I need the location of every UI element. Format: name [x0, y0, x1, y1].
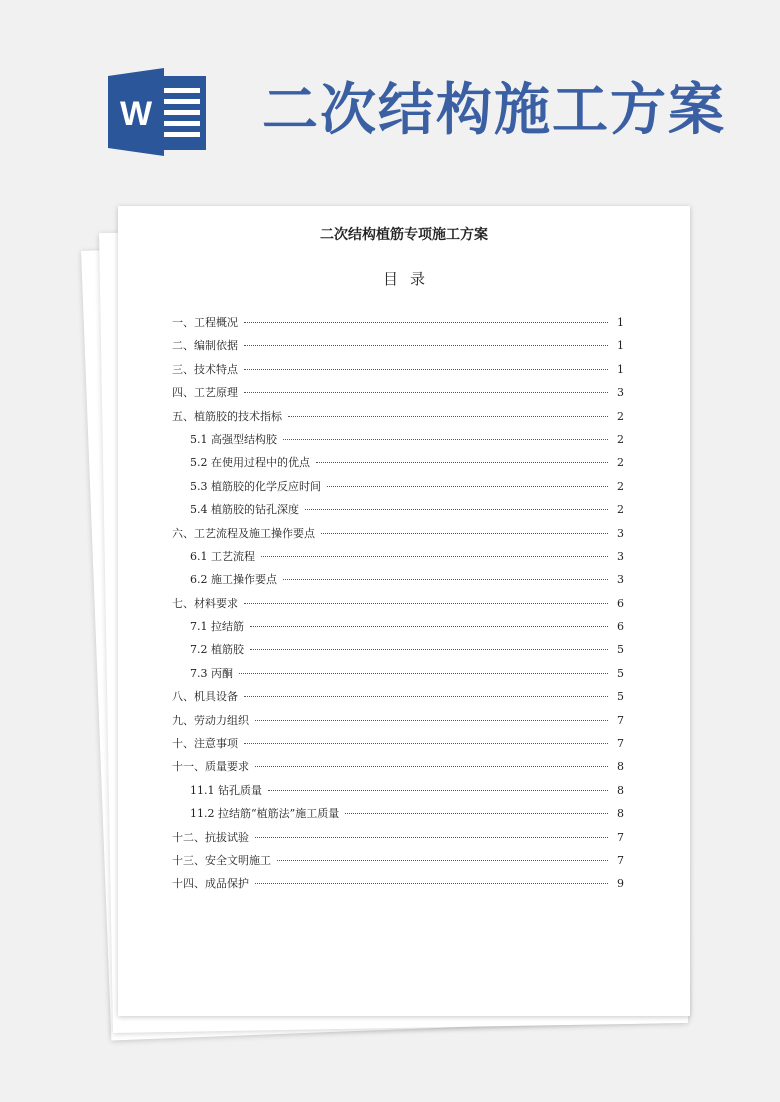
- toc-entry-label: 四、工艺原理: [172, 386, 238, 400]
- toc-entry-label: 5.2 在使用过程中的优点: [190, 456, 310, 470]
- toc-entry: [172, 548, 624, 571]
- toc-entry-page-number: 2: [617, 456, 624, 470]
- toc-entry: [172, 408, 624, 431]
- toc-entry-page-number: 8: [617, 760, 624, 774]
- toc-entry-label: 七、材料要求: [172, 596, 238, 610]
- toc-entry: [172, 805, 624, 828]
- toc-dot-leader: [268, 790, 608, 791]
- toc-entry-label: 二、编制依据: [172, 339, 238, 353]
- toc-entry: [172, 829, 624, 852]
- toc-entry-page-number: 5: [617, 690, 624, 704]
- toc-entry-page-number: 7: [617, 830, 624, 844]
- toc-entry-page-number: 1: [617, 362, 624, 376]
- toc-entry-label: 7.3 丙酮: [190, 666, 233, 680]
- toc-entry: [172, 712, 624, 735]
- toc-dot-leader: [244, 345, 608, 346]
- toc-entry-page-number: 6: [617, 620, 624, 634]
- toc-entry-page-number: 2: [617, 503, 624, 517]
- toc-dot-leader: [250, 649, 608, 650]
- toc-entry: [172, 501, 624, 524]
- toc-dot-leader: [244, 743, 608, 744]
- toc-entry-page-number: 6: [617, 596, 624, 610]
- toc-entry-page-number: 3: [617, 526, 624, 540]
- toc-entry: [172, 525, 624, 548]
- toc-entry-label: 十三、安全文明施工: [172, 853, 271, 867]
- toc-entry: [172, 314, 624, 337]
- toc-dot-leader: [255, 766, 608, 767]
- toc-entry-label: 三、技术特点: [172, 362, 238, 376]
- toc-dot-leader: [255, 883, 608, 884]
- toc-entry-page-number: 3: [617, 573, 624, 587]
- toc-entry-label: 八、机具设备: [172, 690, 238, 704]
- toc-entry: [172, 337, 624, 360]
- toc-entry: [172, 618, 624, 641]
- toc-entry-label: 6.2 施工操作要点: [190, 573, 277, 587]
- toc-dot-leader: [255, 720, 608, 721]
- toc-entry-page-number: 2: [617, 479, 624, 493]
- toc-entry: [172, 454, 624, 477]
- toc-dot-leader: [283, 439, 608, 440]
- toc-dot-leader: [261, 556, 608, 557]
- toc-entry-label: 5.1 高强型结构胶: [190, 432, 277, 446]
- toc-entry-label: 6.1 工艺流程: [190, 549, 255, 563]
- toc-dot-leader: [244, 322, 608, 323]
- toc-dot-leader: [250, 626, 608, 627]
- toc-entry: [172, 665, 624, 688]
- toc-entry-label: 11.1 钻孔质量: [190, 783, 262, 797]
- toc-entry: [172, 688, 624, 711]
- toc-entry: [172, 735, 624, 758]
- toc-entry-label: 五、植筋胶的技术指标: [172, 409, 282, 423]
- toc-entry-page-number: 9: [617, 877, 624, 891]
- toc-dot-leader: [288, 416, 608, 417]
- toc-entry: [172, 875, 624, 898]
- toc-entry-page-number: 5: [617, 666, 624, 680]
- toc-entry: [172, 641, 624, 664]
- toc-entry-label: 7.2 植筋胶: [190, 643, 244, 657]
- toc-dot-leader: [345, 813, 608, 814]
- toc-entry-page-number: 7: [617, 713, 624, 727]
- toc-entry-label: 十四、成品保护: [172, 877, 249, 891]
- toc-entry-page-number: 8: [617, 807, 624, 821]
- toc-dot-leader: [244, 696, 608, 697]
- toc-entry-page-number: 1: [617, 316, 624, 329]
- toc-entry: [172, 852, 624, 875]
- toc-entry: [172, 782, 624, 805]
- document-page: [118, 206, 690, 1016]
- toc-entry-page-number: 2: [617, 432, 624, 446]
- toc-entry: [172, 758, 624, 781]
- toc-dot-leader: [244, 369, 608, 370]
- toc-entry: [172, 361, 624, 384]
- toc-entry-label: 5.3 植筋胶的化学反应时间: [190, 479, 321, 493]
- document-title: 二次结构植筋专项施工方案: [320, 227, 488, 243]
- toc-entry-label: 7.1 拉结筋: [190, 620, 244, 634]
- toc-entry-label: 九、劳动力组织: [172, 713, 249, 727]
- toc-dot-leader: [255, 837, 608, 838]
- toc-dot-leader: [321, 533, 608, 534]
- toc-dot-leader: [283, 579, 608, 580]
- toc-entry-label: 十、注意事项: [172, 737, 238, 751]
- toc-dot-leader: [305, 509, 608, 510]
- toc-entry: [172, 595, 624, 618]
- toc-entry-page-number: 8: [617, 783, 624, 797]
- toc-dot-leader: [316, 462, 608, 463]
- toc-entry: [172, 384, 624, 407]
- toc-entry-label: 十一、质量要求: [172, 760, 249, 774]
- word-icon-letter: W: [119, 95, 153, 133]
- banner: [0, 0, 780, 200]
- toc-entry-page-number: 2: [617, 409, 624, 423]
- toc-entry-label: 11.2 拉结筋“植筋法”施工质量: [190, 807, 340, 821]
- toc-dot-leader: [327, 486, 608, 487]
- table-of-contents: [172, 314, 624, 899]
- toc-entry-page-number: 3: [617, 386, 624, 400]
- toc-entry: [172, 431, 624, 454]
- toc-entry-label: 一、工程概况: [172, 316, 238, 329]
- toc-dot-leader: [239, 673, 608, 674]
- banner-title: 二次结构施工方案: [262, 77, 726, 143]
- toc-entry: [172, 478, 624, 501]
- toc-heading: 目录: [382, 270, 437, 288]
- toc-entry: [172, 571, 624, 594]
- toc-entry-label: 六、工艺流程及施工操作要点: [172, 526, 315, 540]
- toc-entry-page-number: 7: [617, 853, 624, 867]
- toc-entry-page-number: 1: [617, 339, 624, 353]
- toc-entry-label: 5.4 植筋胶的钻孔深度: [190, 503, 299, 517]
- toc-dot-leader: [277, 860, 608, 861]
- toc-dot-leader: [244, 392, 608, 393]
- toc-dot-leader: [244, 603, 608, 604]
- word-doc-icon: [108, 68, 210, 156]
- toc-entry-label: 十二、抗拔试验: [172, 830, 249, 844]
- toc-entry-page-number: 7: [617, 737, 624, 751]
- toc-entry-page-number: 5: [617, 643, 624, 657]
- toc-entry-page-number: 3: [617, 549, 624, 563]
